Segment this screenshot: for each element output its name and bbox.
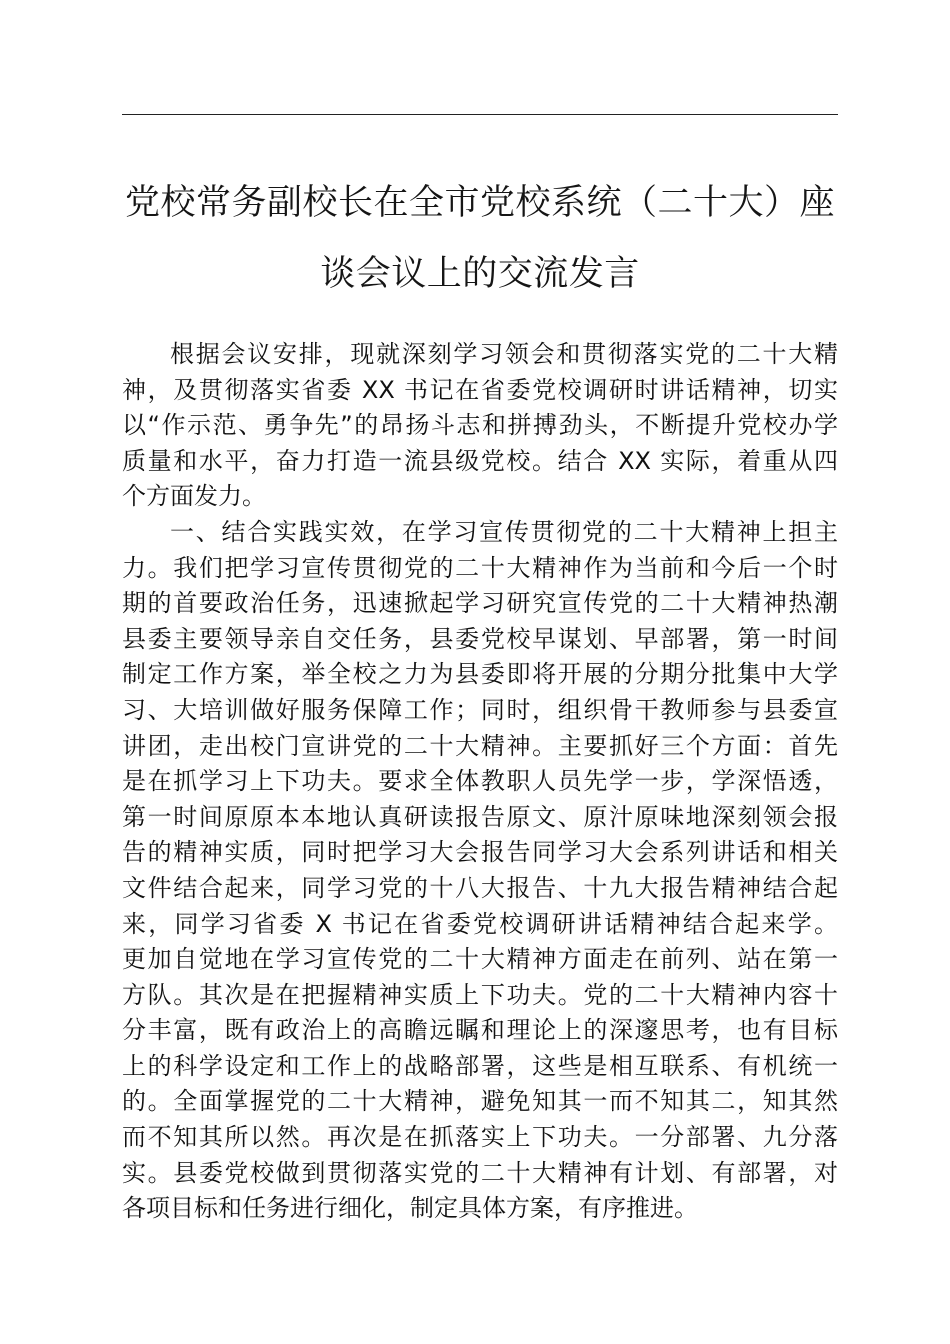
text-line: 各项目标和任务进行细化，制定具体方案，有序推进。 xyxy=(122,1194,698,1223)
text-line: 来，同学习省委 X 书记在省委党校调研讲话精神结合起来学。 xyxy=(122,909,838,938)
text-line: 质量和水平，奋力打造一流县级党校。结合 XX 实际，着重从四 xyxy=(122,446,838,475)
text-line: 是在抓学习上下功夫。要求全体教职人员先学一步，学深悟透， xyxy=(122,767,838,796)
text-line: 根据会议安排，现就深刻学习领会和贯彻落实党的二十大精 xyxy=(170,340,838,368)
text-line: 方队。其次是在把握精神实质上下功夫。党的二十大精神内容十 xyxy=(122,980,838,1009)
text-line: 分丰富，既有政治上的高瞻远瞩和理论上的深邃思考，也有目标 xyxy=(122,1016,838,1045)
text-line: 讲团，走出校门宣讲党的二十大精神。主要抓好三个方面：首先 xyxy=(122,731,838,760)
text-line: 上的科学设定和工作上的战略部署，这些是相互联系、有机统一 xyxy=(122,1051,838,1080)
document-body xyxy=(122,337,838,1227)
document-title-line-1: 党校常务副校长在全市党校系统（二十大）座 xyxy=(124,183,835,223)
text-line: 文件结合起来，同学习党的十八大报告、十九大报告精神结合起 xyxy=(122,873,838,902)
text-line: 期的首要政治任务，迅速掀起学习研究宣传党的二十大精神热潮 xyxy=(122,589,838,618)
text-line: 更加自觉地在学习宣传党的二十大精神方面走在前列、站在第一 xyxy=(122,945,838,974)
paragraph-intro xyxy=(122,337,838,515)
document-title-line-2: 谈会议上的交流发言 xyxy=(320,254,640,294)
text-line: 神，及贯彻落实省委 XX 书记在省委党校调研时讲话精神，切实 xyxy=(122,375,838,404)
text-line: 而不知其所以然。再次是在抓落实上下功夫。一分部署、九分落 xyxy=(122,1123,838,1152)
text-line: 实。县委党校做到贯彻落实党的二十大精神有计划、有部署，对 xyxy=(122,1158,838,1187)
paragraph-section-one xyxy=(122,515,838,1227)
text-line: 一、结合实践实效，在学习宣传贯彻党的二十大精神上担主 xyxy=(170,517,838,546)
text-line: 习、大培训做好服务保障工作；同时，组织骨干教师参与县委宣 xyxy=(122,695,838,724)
text-line: 以“作示范、勇争先”的昂扬斗志和拼搏劲头，不断提升党校办学 xyxy=(122,411,838,440)
text-line: 县委主要领导亲自交任务，县委党校早谋划、早部署，第一时间 xyxy=(122,624,838,653)
text-line: 的。全面掌握党的二十大精神，避免知其一而不知其二，知其然 xyxy=(122,1087,838,1116)
text-line: 制定工作方案，举全校之力为县委即将开展的分期分批集中大学 xyxy=(122,660,838,689)
text-line: 告的精神实质，同时把学习大会报告同学习大会系列讲话和相关 xyxy=(122,838,838,867)
text-line: 力。我们把学习宣传贯彻党的二十大精神作为当前和今后一个时 xyxy=(122,553,838,582)
text-line: 个方面发力。 xyxy=(122,482,266,511)
header-rule xyxy=(122,114,838,115)
text-line: 第一时间原原本本地认真研读报告原文、原汁原味地深刻领会报 xyxy=(122,802,838,831)
